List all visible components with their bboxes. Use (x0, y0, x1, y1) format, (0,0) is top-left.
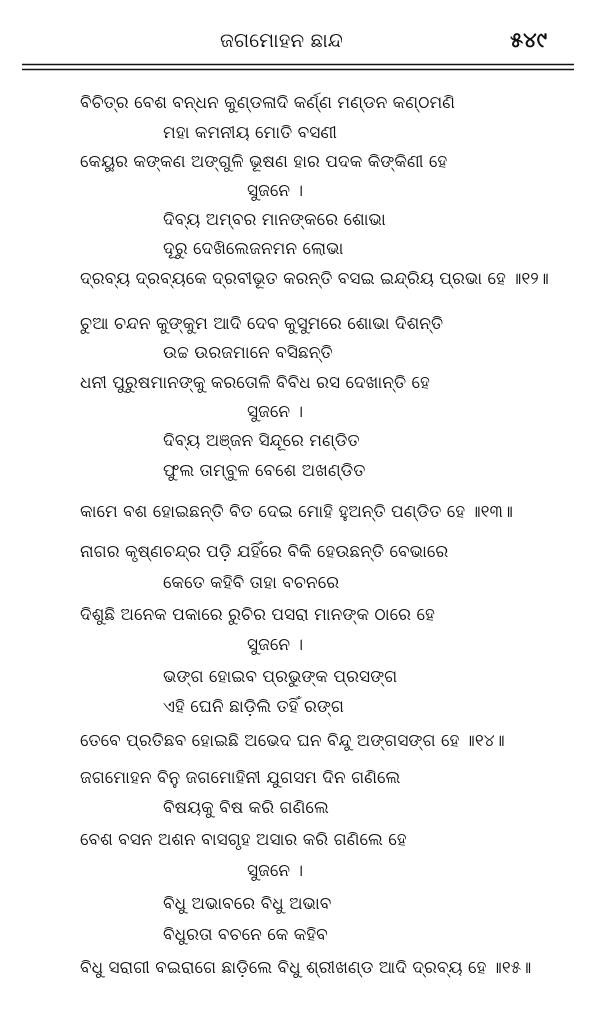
verse-line: ଦିଶୁଛି ଅନେକ ପକାରେ ରୁଚିର ପସରା ମାନଙ୍କ ଠାରେ ହେ (80, 605, 435, 625)
verse-line: ତେବେ ପ୍ରତିଛବ ହୋଇଛି ଅଭେଦ ଘନ ବିନ୍ଦୁ ଅଙ୍ଗସଙ୍ଗ ହେ ॥୧୪॥ (80, 731, 505, 751)
verse-line: ଜଗମୋହନ ବିନୁ ଜଗମୋହିନୀ ଯୁଗସମ ଦିନ ଗଣିଲେ (80, 768, 401, 788)
verse-line: ଦୂରୁ ଦେଖିଲେଜନମନ ଲୋଭା (163, 239, 344, 259)
verse-line: ଦିବ୍ୟ ଅମ୍ବର ମାନଙ୍କରେ ଶୋଭା (163, 210, 386, 230)
verse-line: ଫୁଲ ତାମ୍ବୁଳ ବେଶେ ଅଖଣ୍ଡିତ (163, 461, 366, 481)
verse-line: ମହା କମନୀୟ ମୋତି ବସଣୀ (163, 123, 337, 143)
verse-line: ଉଚ୍ଚ ଉରଜମାନେ ବସିଛନ୍ତି (163, 343, 333, 363)
refrain-line: ସୁଜନେ । (247, 402, 304, 422)
verse-line: କେତେ କହିବି ତାହା ବଚନରେ (163, 573, 340, 593)
verse-line: ଏହି ଘେନି ଛାଡ଼ିଲି ତହିଁ ରଙ୍ଗ (163, 697, 344, 717)
verse-line: ବିଧୁରତା ବଚନେ କେ କହିବ (163, 925, 328, 945)
verse-line: ଧନୀ ପୁରୁଷମାନଙ୍କୁ କରତୋଳି ବିବିଧ ରସ ଦେଖାନ୍ତି ହେ (80, 373, 430, 393)
verse-line: ଚୁଆ ଚନ୍ଦନ କୁଙ୍କୁମ ଆଦି ଦେବ କୁସୁମରେ ଶୋଭା ଦିଶନ୍ତି (80, 314, 444, 334)
verse-line: ବିଧୁ ସରାଗୀ ବଇରାଗେ ଛାଡ଼ିଲେ ବିଧୁ ଶ୍ରୀଖଣ୍ଡ ଆଦି ଦ୍ରବ୍ୟ ହେ ॥୧୫॥ (80, 958, 532, 978)
refrain-line: ସୁଜନେ । (247, 861, 304, 881)
verse-line: ବିଷୟକୁ ବିଷ କରି ଗଣିଲେ (163, 798, 329, 818)
verse-line: ବିଚିତ୍ର ବେଶ ବନ୍ଧନ କୁଣ୍ଡଳାଦି କର୍ଣ୍ଣ ମଣ୍ଡନ କଣ୍ଠମଣି (80, 93, 456, 113)
verse-line: ଦ୍ରବ୍ୟ ଦ୍ରବ୍ୟକେ ଦ୍ରବୀଭୂତ କରନ୍ତି ବସଇ ଇନ୍ଦ୍ରିୟ ପ୍ରଭା ହେ ॥୧୨॥ (80, 269, 549, 289)
verse-line: ଭଙ୍ଗ ହୋଇବ ପ୍ରଭୁଙ୍କ ପ୍ରସଙ୍ଗ (163, 667, 398, 687)
refrain-line: ସୁଜନେ । (247, 635, 304, 655)
verse-line: କାମେ ବଶ ହୋଇଛନ୍ତି ବିତ ଦେଇ ମୋହି ହୁଅନ୍ତି ପଣ୍ଡିତ ହେ ॥୧୩॥ (80, 502, 513, 522)
verse-line: କେୟୁର କଙ୍କଣ ଅଙ୍ଗୁଳି ଭୂଷଣ ହାର ପଦକ କିଙ୍କିଣୀ ହେ (80, 152, 448, 172)
page-number: ୫୪୯ (510, 28, 548, 52)
verse-line: ବିଧୁ ଅଭାବରେ ବିଧୁ ଅଭାବ (163, 894, 332, 914)
running-title: ଜଗମୋହନ ଛାନ୍ଦ (220, 28, 343, 52)
verse-line: ନାଗର କୃଷ୍ଣଚନ୍ଦ୍ର ପଡ଼ି ଯହିଁରେ ବିକି ହେଉଛନ୍ତି ବେଭାରେ (80, 542, 449, 562)
verse-line: ବେଶ ବସନ ଅଶନ ବାସଗୃହ ଅସାର କରି ଗଣିଲେ ହେ (80, 830, 407, 850)
wavy-rule (22, 60, 578, 74)
verse-line: ଦିବ୍ୟ ଅଞ୍ଜନ ସିନ୍ଦୂରେ ମଣ୍ଡିତ (163, 431, 360, 451)
refrain-line: ସୁଜନେ । (247, 181, 304, 201)
page-header (0, 28, 600, 64)
